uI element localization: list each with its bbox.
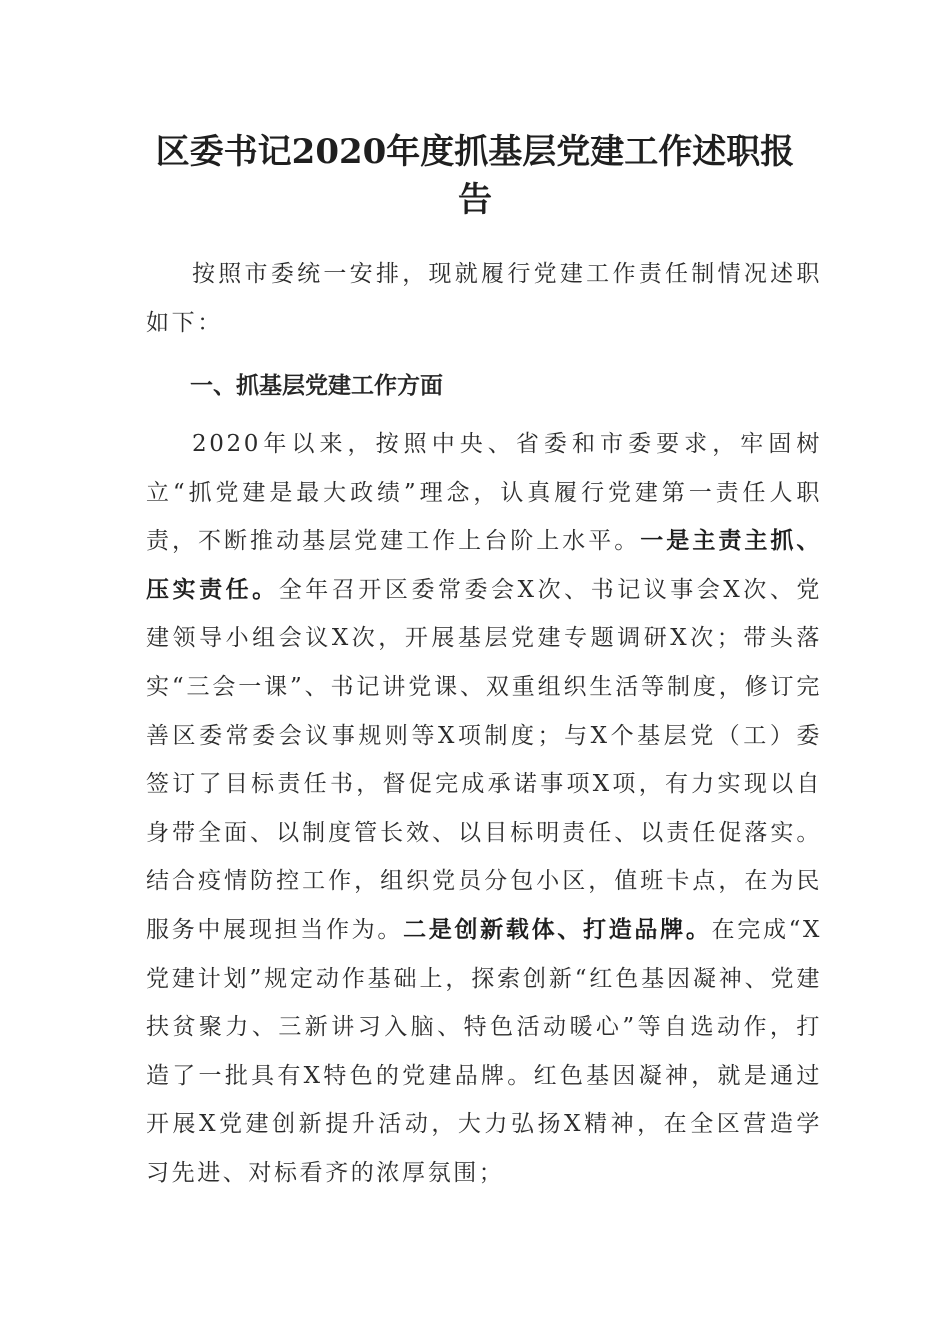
document-title: 区委书记2020年度抓基层党建工作述职报告 [155, 132, 795, 220]
section-heading: 一、抓基层党建工作方面 [190, 373, 443, 399]
bold-point-2: 二是创新载体、打造品牌。 [403, 915, 712, 943]
intro-paragraph: 按照市委统一安排，现就履行党建工作责任制情况述职如下： [146, 261, 822, 336]
body-text-3: 在完成“X党建计划”规定动作基础上，探索创新“红色基因凝神、党建扶贫聚力、三新讲习入脑、特色活动暖心”等自选动作，打造了一批具有X特色的党建品牌。红色基因凝神，就是通过开展X党建创新提升活动，大力弘扬X精神，在全区营造学习先进、对标看齐的浓厚氛围； [146, 916, 822, 1186]
body-text-1: 2020年以来，按照中央、省委和市委要求，牢固树立“抓党建是最大政绩”理念，认真履行党建第一责任人职责，不断推动基层党建工作上台阶上水平。 [146, 431, 822, 555]
body-text-2: 全年召开区委常委会X次、书记议事会X次、党建领导小组会议X次，开展基层党建专题调研X次；带头落实“三会一课”、书记讲党课、双重组织生活等制度，修订完善区委常委会议事规则等X项制度；与X个基层党（工）委签订了目标责任书，督促完成承诺事项X项，有力实现以自身带全面、以制度管长效、以目标明责任、以责任促落实。结合疫情防控工作，组织党员分包小区，值班卡点，在为民服务中展现担当作为。 [146, 576, 822, 943]
section-body-paragraph [146, 420, 822, 1220]
bold-point-1: 一是主责主抓、压实责任。 [146, 527, 822, 603]
